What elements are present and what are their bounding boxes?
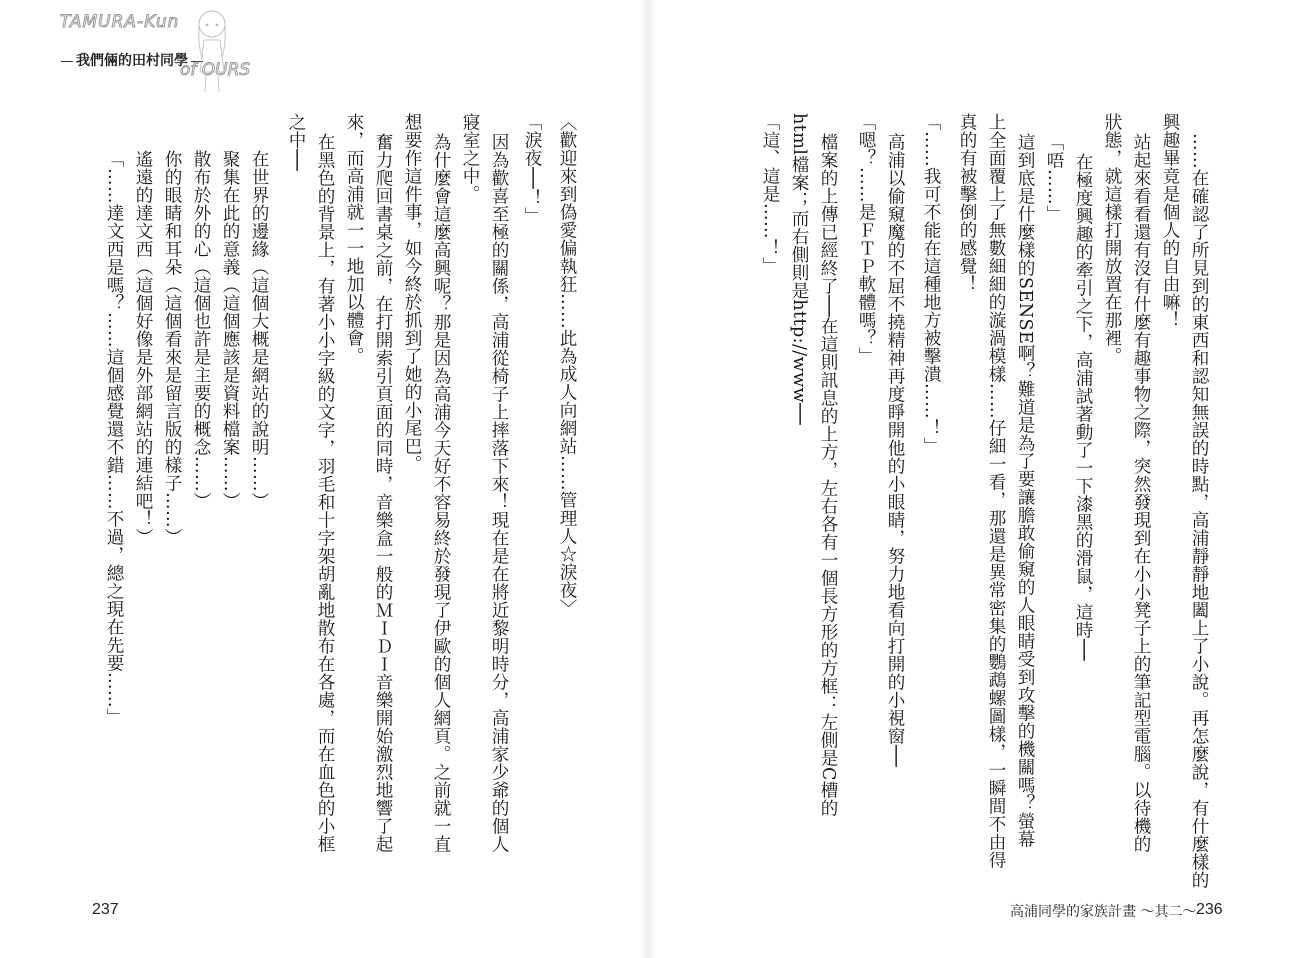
body-text-column: 〈歡迎來到偽愛偏執狂……此為成人向網站……管理人☆淚夜〉 [557,113,577,617]
page-gutter [640,0,656,958]
body-text-column: 想要作這件事，如今終於抓到了她的小尾巴。 [402,113,422,473]
body-text-column: 上全面覆上了無數細細的漩渦模樣……仔細一看，那還是異常密集的鸚鵡螺圖樣，一瞬間不由得 [986,113,1006,869]
body-text-column: 散布於外的心（這個也許是主要的概念……） [191,150,211,510]
body-text-column: 奮力爬回書桌之前，在打開索引頁面的同時，音樂盒一般的ＭＩＤＩ音樂開始激烈地響了起 [373,133,393,853]
body-text-column: 這到底是什麼樣的SENSE啊？難道是為了要讓膽敢偷窺的人眼睛受到攻擊的機關嗎？螢幕 [1015,133,1035,849]
body-text-column: ……在確認了所見到的東西和認知無誤的時點，高浦靜靜地闔上了小說。再怎麼說，有什麼樣的 [1189,133,1209,889]
body-text-column: 「嗯？……是ＦＴＰ軟體嗎？」 [856,113,876,365]
series-english-subtitle: of OURS [180,60,251,80]
body-text-column: 「這、這是……！」 [760,113,780,275]
body-text-column: 真的有被擊倒的感覺！ [957,113,977,293]
body-text-column: 在世界的邊緣（這個大概是網站的說明……） [249,150,269,510]
body-text-column: 你的眼睛和耳朵（這個看來是留言版的樣子……） [162,150,182,546]
series-english-title: TAMURA-Kun [60,12,180,32]
body-text-column: 遙遠的達文西（這個好像是外部網站的連結吧！） [133,150,153,546]
body-text-column: 為什麼會這麼高興呢？那是因為高浦今天好不容易終於發現了伊歐的個人網頁。之前就一直 [431,133,451,853]
running-title: 高浦同學的家族計畫 ～其二～ [1010,904,1197,920]
body-text-column: html檔案；而右側則是http://www── [789,113,809,425]
body-text-column: 檔案的上傳已經終了──在這則訊息的上方，左右各有一個長方形的方框：左側是C槽的 [818,133,838,817]
body-text-column: 在極度興趣的牽引之下，高浦試著動了一下漆黑的滑鼠，這時── [1073,153,1093,661]
body-text-column: 「唔……」 [1044,133,1064,223]
body-text-column: 聚集在此的意義（這個應該是資料檔案……） [220,150,240,510]
body-text-column: 寢室之中。 [460,113,480,203]
body-text-column: 興趣畢竟是個人的自由嘛！ [1160,113,1180,329]
series-chinese-title: 我們倆的田村同學 [58,50,206,70]
body-text-column: 之中── [286,113,306,171]
body-text-column: 狀態，就這樣打開放置在那裡。 [1102,113,1122,365]
body-text-column: 「……達文西是嗎？……這個感覺還不錯……不過，總之現在先要……」 [104,150,124,726]
body-text-column: 在黑色的背景上，有著小小字級的文字，羽毛和十字架胡亂地散布在各處，而在血色的小框 [315,133,335,853]
body-text-column: 站起來看看還有沒有什麼有趣事物之際，突然發現到在小小凳子上的筆記型電腦。以待機的 [1131,133,1151,853]
chibi-girl-illustration [192,6,232,98]
series-logo [52,6,251,106]
body-text-column: 高浦以偷窺魔的不屈不撓精神再度睜開他的小眼睛，努力地看向打開的小視窗── [885,133,905,767]
page-number-right: 236 [1196,901,1223,918]
body-text-column: 因為歡喜至極的關係，高浦從椅子上摔落下來！現在是在將近黎明時分，高浦家少爺的個人 [489,133,509,853]
page-number-left: 237 [92,901,119,918]
body-text-column: 「淚夜──！」 [522,113,542,225]
body-text-column: 來，而高浦就一一地加以體會。 [344,113,364,365]
body-text-column: 「……我可不能在這種地方被擊潰……！」 [921,113,941,455]
